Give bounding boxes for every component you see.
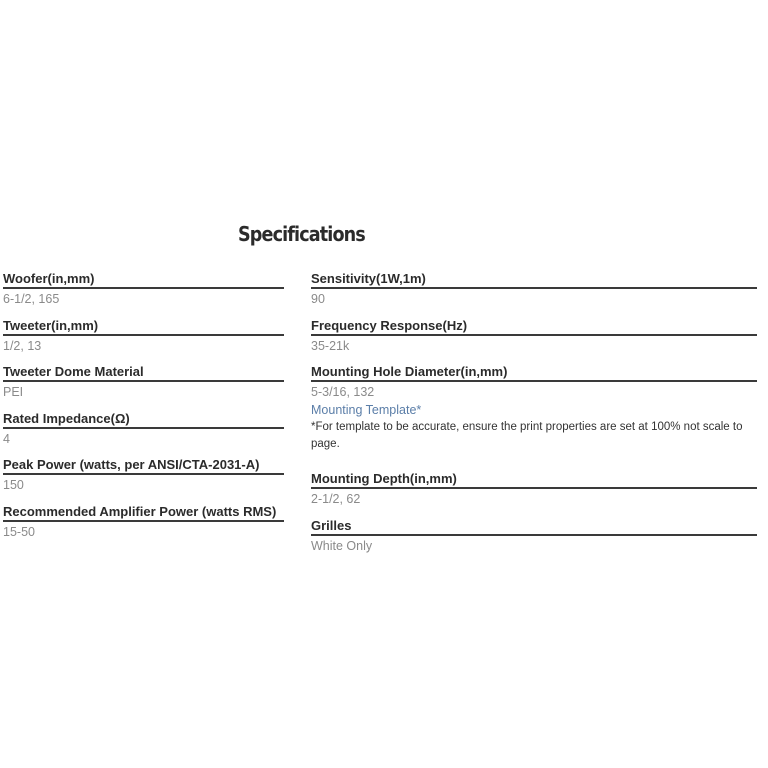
spec-recommended-amplifier-power bbox=[3, 503, 284, 550]
spec-value: 6-1/2, 165 bbox=[3, 292, 60, 306]
mounting-template-link[interactable]: Mounting Template* bbox=[311, 403, 422, 417]
spec-value: 4 bbox=[3, 431, 10, 446]
specs-left-column bbox=[3, 270, 284, 549]
spec-label: Mounting Depth(in,mm) bbox=[311, 470, 757, 489]
spec-value: 35-21k bbox=[311, 338, 350, 353]
spec-label: Frequency Response(Hz) bbox=[311, 317, 757, 336]
spec-rated-impedance bbox=[3, 410, 284, 457]
spec-label: Recommended Amplifier Power (watts RMS) bbox=[3, 503, 284, 522]
spec-value: 150 bbox=[3, 478, 24, 492]
spec-label: Woofer(in,mm) bbox=[3, 270, 284, 289]
spec-label: Tweeter(in,mm) bbox=[3, 317, 284, 336]
spec-value: 15-50 bbox=[3, 524, 35, 539]
spec-value: 2-1/2, 62 bbox=[311, 492, 361, 506]
spec-value: 1/2, 13 bbox=[3, 338, 42, 353]
spec-tweeter bbox=[3, 317, 284, 364]
spec-label: Rated Impedance(Ω) bbox=[3, 410, 284, 429]
spec-value: White Only bbox=[311, 538, 373, 553]
spec-label: Grilles bbox=[311, 517, 757, 536]
spec-value: 5-3/16, 132 bbox=[311, 385, 375, 399]
specs-right-column bbox=[311, 270, 757, 563]
spec-label: Peak Power (watts, per ANSI/CTA-2031-A) bbox=[3, 456, 284, 475]
spec-tweeter-dome-material bbox=[3, 363, 284, 410]
spec-mounting-depth bbox=[311, 470, 757, 517]
spec-sensitivity bbox=[311, 270, 757, 317]
page-title: Specifications bbox=[238, 222, 365, 246]
spec-grilles bbox=[311, 517, 757, 564]
spec-label: Mounting Hole Diameter(in,mm) bbox=[311, 363, 757, 382]
spec-frequency-response bbox=[311, 317, 757, 364]
spec-label: Tweeter Dome Material bbox=[3, 363, 284, 382]
spec-value: 90 bbox=[311, 292, 325, 306]
spec-value: PEI bbox=[3, 385, 24, 399]
template-note: *For template to be accurate, ensure the print properties are set at 100% not scale to page. bbox=[311, 421, 743, 450]
spec-woofer bbox=[3, 270, 284, 317]
spec-peak-power bbox=[3, 456, 284, 503]
spec-label: Sensitivity(1W,1m) bbox=[311, 270, 757, 289]
spec-mounting-hole-diameter bbox=[311, 363, 757, 470]
